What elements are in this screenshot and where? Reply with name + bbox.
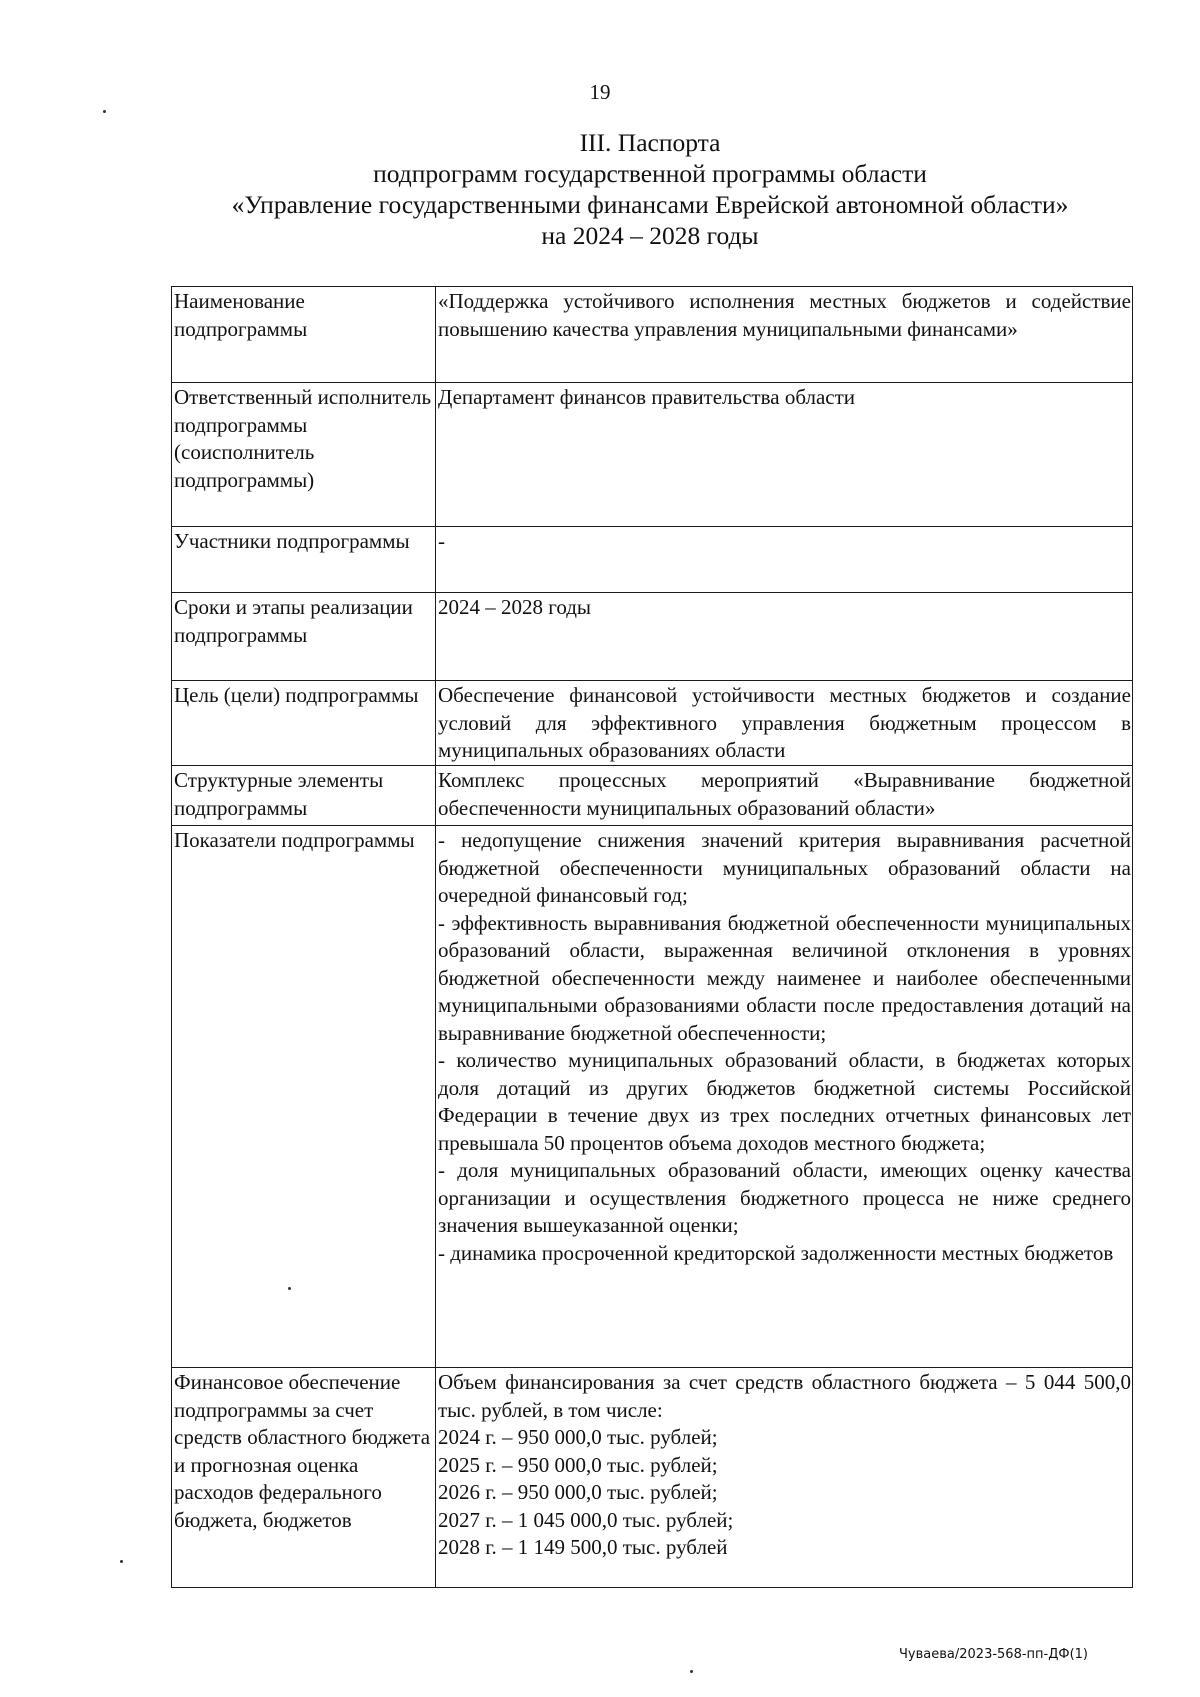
scan-speck <box>690 1670 693 1673</box>
row-value <box>436 1368 1133 1588</box>
title-line-1: III. Паспорта <box>579 128 721 157</box>
row-value-line: Обеспечение финансовой устойчивости местных бюджетов и создание условий для эффективного управления бюджетным процессом в муниципальных образованиях области <box>438 683 1131 762</box>
row-value-line: Департамент финансов правительства области <box>438 385 856 409</box>
row-value-line: 2028 г. – 1 149 500,0 тыс. рублей <box>438 1535 728 1559</box>
row-value <box>436 826 1133 1368</box>
row-value <box>436 527 1133 593</box>
row-label: Цель (цели) подпрограммы <box>172 681 436 766</box>
row-label: Ответственный исполнитель подпрограммы (соисполнитель подпрограммы) <box>172 383 436 527</box>
title-line-3: «Управление государственными финансами Еврейской автономной области» <box>231 190 1069 219</box>
row-value-line: - эффективность выравнивания бюджетной обеспеченности муниципальных образований области, выраженная величиной отклонения в уровнях бюджетной обеспеченности между наименее и наиболее обеспеченными муниципальными образованиями области после предоставления дотаций на выравнивание бюджетной обеспеченности; <box>438 910 1131 1045</box>
scan-speck <box>288 1287 291 1290</box>
passport-row <box>172 766 1133 826</box>
title-line-4: на 2024 – 2028 годы <box>541 221 759 250</box>
row-value <box>436 593 1133 681</box>
row-value-line: Комплекс процессных мероприятий «Выравнивание бюджетной обеспеченности муниципальных образований области» <box>438 768 1131 820</box>
scan-speck <box>120 1560 123 1563</box>
row-value-line: - количество муниципальных образований области, в бюджетах которых доля дотаций из других бюджетов бюджетной системы Российской Федерации в течение двух из трех последних отчетных финансовых лет превышала 50 процентов объема доходов местного бюджета; <box>438 1048 1131 1155</box>
row-value-line: 2024 г. – 950 000,0 тыс. рублей; <box>438 1425 718 1449</box>
row-label: Сроки и этапы реализации подпрограммы <box>172 593 436 681</box>
passport-row <box>172 287 1133 383</box>
row-value-line: - недопущение снижения значений критерия выравнивания расчетной бюджетной обеспеченности муниципальных образований области на очередной финансовый год; <box>438 828 1131 907</box>
row-value-line: 2024 – 2028 годы <box>438 595 592 619</box>
page-number: 19 <box>589 80 611 104</box>
row-value-line: - динамика просроченной кредиторской задолженности местных бюджетов <box>438 1240 1114 1265</box>
row-value-line: - доля муниципальных образований области, имеющих оценку качества организации и осуществления бюджетного процесса не ниже среднего значения вышеуказанной оценки; <box>438 1158 1131 1237</box>
row-value <box>436 681 1133 766</box>
document-title <box>120 127 1180 251</box>
row-value-line: 2027 г. – 1 045 000,0 тыс. рублей; <box>438 1507 734 1532</box>
row-value-line: Объем финансирования за счет средств областного бюджета – 5 044 500,0 тыс. рублей, в том числе: <box>438 1370 1131 1422</box>
row-value <box>436 766 1133 826</box>
row-value-line: «Поддержка устойчивого исполнения местных бюджетов и содействие повышению качества управления муниципальными финансами» <box>438 289 1131 341</box>
title-line-2: подпрограмм государственной программы области <box>373 159 927 188</box>
passport-table <box>171 286 1133 1588</box>
row-label: Наименование подпрограммы <box>172 287 436 383</box>
row-value-line: 2026 г. – 950 000,0 тыс. рублей; <box>438 1480 718 1504</box>
row-value-line: 2025 г. – 950 000,0 тыс. рублей; <box>438 1452 718 1477</box>
row-label: Показатели подпрограммы <box>172 826 436 1368</box>
row-value <box>436 287 1133 383</box>
row-label: Финансовое обеспечение подпрограммы за счет средств областного бюджета и прогнозная оценка расходов федерального бюджета, бюджетов <box>172 1368 436 1588</box>
passport-row <box>172 681 1133 766</box>
document-code: Чуваева/2023-568-пп-ДФ(1) <box>899 1647 1088 1662</box>
row-value <box>436 383 1133 527</box>
passport-row <box>172 593 1133 681</box>
row-value-line: - <box>438 529 445 553</box>
row-label: Участники подпрограммы <box>172 527 436 593</box>
row-label: Структурные элементы подпрограммы <box>172 766 436 826</box>
passport-row <box>172 527 1133 593</box>
passport-row <box>172 826 1133 1368</box>
passport-row <box>172 383 1133 527</box>
passport-row <box>172 1368 1133 1588</box>
scan-speck <box>103 110 106 113</box>
